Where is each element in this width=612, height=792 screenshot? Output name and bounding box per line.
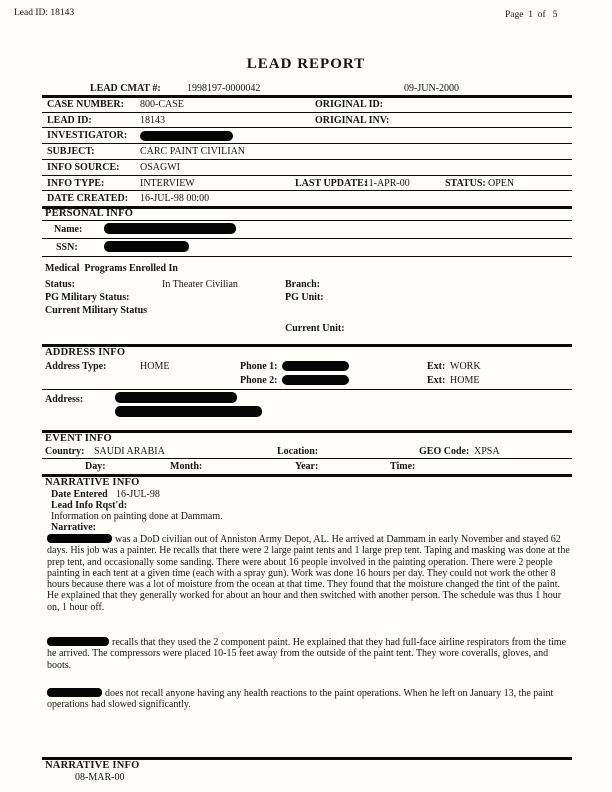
ext1-label: Ext:: [427, 361, 446, 372]
redaction-bar: [47, 637, 109, 646]
divider: [42, 430, 572, 433]
date-created-value: 16-JUL-98 00:00: [140, 193, 210, 204]
divider: [42, 143, 572, 144]
current-military-status-label: Current Military Status: [45, 305, 148, 316]
narrative-label: Narrative:: [51, 522, 96, 533]
redaction-bar: [47, 688, 102, 697]
location-label: Location:: [277, 446, 319, 457]
subject-value: CARC PAINT CIVILIAN: [140, 146, 246, 157]
subject-label: SUBJECT:: [47, 146, 95, 157]
divider: [42, 190, 572, 191]
pg-unit-label: PG Unit:: [285, 292, 324, 303]
divider: [42, 458, 572, 459]
original-inv-label: ORIGINAL INV:: [315, 115, 390, 126]
investigator-label: INVESTIGATOR:: [47, 130, 128, 141]
medical-programs-label: Medical Programs Enrolled In: [45, 263, 178, 274]
divider: [42, 95, 572, 98]
time-label: Time:: [390, 461, 416, 472]
info-source-value: OSAGWI: [140, 162, 180, 173]
redaction-bar: [282, 375, 349, 385]
ext2-label: Ext:: [427, 375, 446, 386]
date-created-label: DATE CREATED:: [47, 193, 129, 204]
narrative-info-2-date: 08-MAR-00: [75, 772, 125, 783]
divider: [42, 127, 572, 128]
header-lead-id: Lead ID: 18143: [14, 8, 75, 18]
redaction-bar: [115, 392, 237, 403]
personal-status-label: Status:: [45, 279, 76, 290]
narrative-paragraph-3-text: does not recall anyone having any health reactions to the paint operations. When he left on January 13, the paint operations had slowed significantly.: [47, 688, 554, 711]
narrative-info-section-title: NARRATIVE INFO: [45, 477, 140, 488]
lead-cmat-date: 09-JUN-2000: [404, 83, 459, 94]
divider: [42, 159, 572, 160]
personal-status-value: In Theater Civilian: [162, 279, 238, 290]
address-type-label: Address Type:: [45, 361, 107, 372]
day-label: Day:: [85, 461, 106, 472]
redaction-bar: [104, 223, 236, 234]
last-update-value: 11-APR-00: [364, 178, 410, 189]
redaction-bar: [140, 131, 233, 141]
address-label: Address:: [45, 394, 84, 405]
case-number-label: CASE NUMBER:: [47, 99, 124, 110]
narrative-paragraph-2: [47, 637, 571, 671]
redaction-bar: [104, 241, 189, 252]
lead-cmat-label: LEAD CMAT #:: [90, 83, 161, 94]
lead-id-value: 18143: [140, 115, 165, 126]
address-info-section-title: ADDRESS INFO: [45, 347, 126, 358]
divider: [42, 238, 572, 239]
name-label: Name:: [54, 224, 83, 235]
last-update-label: LAST UPDATE:: [295, 178, 368, 189]
case-number-value: 800-CASE: [140, 99, 184, 110]
pg-military-status-label: PG Military Status:: [45, 292, 130, 303]
info-type-value: INTERVIEW: [140, 178, 195, 189]
narrative-paragraph-2-text: recalls that they used the 2 component paint. He explained that they had full-face airline respirators from the time he arrived. The compressors were placed 10-15 feet away from the outside of the paint tent. They wore coveralls, gloves, and boots.: [47, 637, 567, 671]
report-title: LEAD REPORT: [246, 56, 366, 72]
divider: [42, 256, 572, 257]
divider: [42, 175, 572, 176]
divider: [42, 389, 572, 390]
divider: [42, 220, 572, 221]
info-type-label: INFO TYPE:: [47, 178, 105, 189]
country-label: Country:: [45, 446, 85, 457]
date-entered-label: Date Entered: [51, 489, 108, 500]
narrative-paragraph-1-text: was a DoD civilian out of Anniston Army Depot, AL. He arrived at Dammam in early November and stayed 62 days. His job was a painter. He recalls that there were 2 large paint tents and 1 large prep tent. Taping and masking was done at the prep tent, and occasionally some sanding. There were about 16 people involved in the painting operation. There were 2 people painting in each tent at a given time (each with a spray gun). Work was done 16 hours per day. They could not work the other 8 hours because there was a lot of moisture from the ocean at that time. They found that the moisture changed the tint of the paint. He explained that they generally worked for about an hour and then switched with another person. The schedule was thus 1 hour on, 1 hour off.: [47, 534, 570, 613]
lead-info-rqstd-label: Lead Info Rqst'd:: [51, 500, 128, 511]
narrative-paragraph-3: [47, 688, 571, 711]
ext2-value: HOME: [450, 375, 480, 386]
date-entered-value: 16-JUL-98: [116, 489, 160, 500]
redaction-bar: [115, 406, 262, 417]
lead-info-rqstd-value: Information on painting done at Dammam.: [51, 511, 223, 522]
form-body: [42, 0, 572, 792]
redaction-bar: [282, 361, 349, 371]
phone2-label: Phone 2:: [240, 375, 278, 386]
phone1-label: Phone 1:: [240, 361, 278, 372]
narrative-info-2-section-title: NARRATIVE INFO: [45, 760, 140, 771]
ssn-label: SSN:: [56, 242, 78, 253]
year-label: Year:: [295, 461, 319, 472]
event-info-section-title: EVENT INFO: [45, 433, 112, 444]
month-label: Month:: [170, 461, 203, 472]
lead-cmat-value: 1998197-0000042: [187, 83, 261, 94]
personal-info-section-title: PERSONAL INFO: [45, 208, 134, 219]
header-page-number: Page 1 of 5: [505, 10, 558, 20]
original-id-label: ORIGINAL ID:: [315, 99, 384, 110]
ext1-value: WORK: [450, 361, 481, 372]
current-unit-label: Current Unit:: [285, 323, 345, 334]
status-label: STATUS:: [445, 178, 486, 189]
country-value: SAUDI ARABIA: [94, 446, 165, 457]
geo-code-label: GEO Code:: [419, 446, 470, 457]
status-value: OPEN: [488, 178, 515, 189]
geo-code-value: XPSA: [474, 446, 500, 457]
divider: [42, 112, 572, 113]
lead-id-label: LEAD ID:: [47, 115, 92, 126]
redaction-bar: [47, 534, 112, 543]
address-type-value: HOME: [140, 361, 170, 372]
narrative-paragraph-1: [47, 534, 571, 613]
info-source-label: INFO SOURCE:: [47, 162, 120, 173]
branch-label: Branch:: [285, 279, 320, 290]
